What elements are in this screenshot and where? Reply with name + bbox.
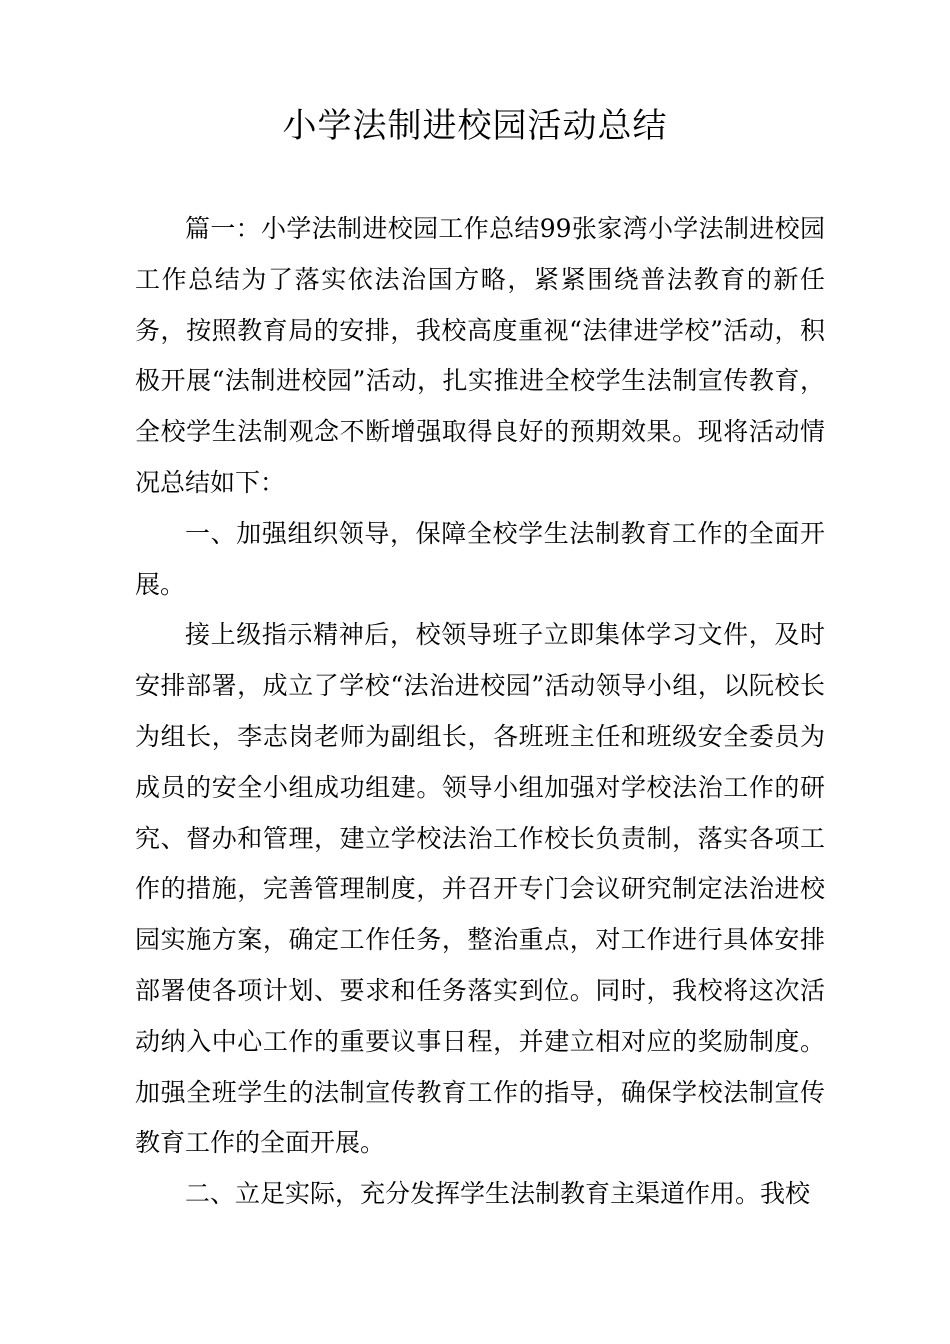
paragraph-section-2-heading: 二、立足实际，充分发挥学生法制教育主渠道作用。我校 (185, 1179, 811, 1209)
document-body (135, 204, 825, 1220)
paragraph-section-1-body: 接上级指示精神后，校领导班子立即集体学习文件，及时安排部署，成立了学校“法治进校园”活动领导小组，以阮校长为组长，李志岗老师为副组长，各班班主任和班级安全委员为成员的安全小组成功组建。领导小组加强对学校法治工作的研究、督办和管理，建立学校法治工作校长负责制，落实各项工作的措施，完善管理制度，并召开专门会议研究制定法治进校园实施方案，确定工作任务，整治重点，对工作进行具体安排部署使各项计划、要求和任务落实到位。同时，我校将这次活动纳入中心工作的重要议事日程，并建立相对应的奖励制度。加强全班学生的法制宣传教育工作的指导，确保学校法制宣传教育工作的全面开展。 (135, 620, 825, 1158)
paragraph-intro: 篇一：小学法制进校园工作总结99张家湾小学法制进校园工作总结为了落实依法治国方略，紧紧围绕普法教育的新任务，按照教育局的安排，我校高度重视“法律进学校”活动，积极开展“法制进校园”活动，扎实推进全校学生法制宣传教育，全校学生法制观念不断增强取得良好的预期效果。现将活动情况总结如下： (135, 214, 825, 497)
document-title: 小学法制进校园活动总结 (282, 106, 668, 146)
paragraph-section-1-heading: 一、加强组织领导，保障全校学生法制教育工作的全面开展。 (135, 518, 825, 599)
